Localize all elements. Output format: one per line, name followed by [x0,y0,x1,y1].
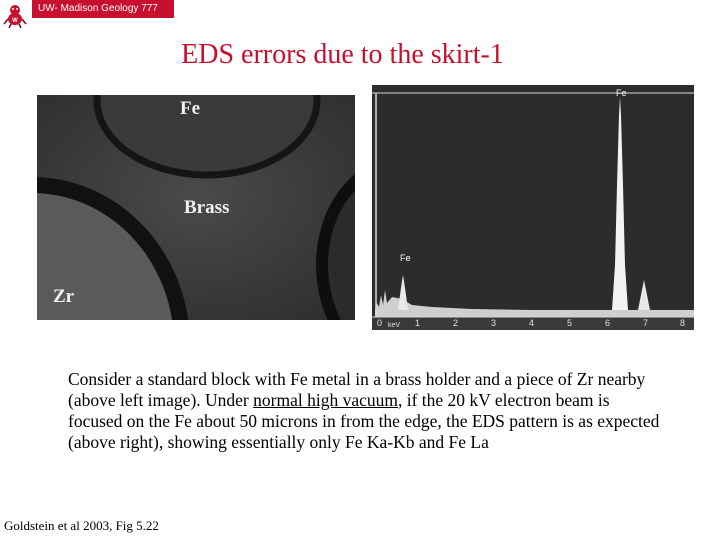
tick-label: 4 [529,318,535,328]
unit-label: keV [388,322,401,329]
body-text-part1: Consider a standard block with Fe metal in a brass holder and a piece of Zr nearby (above left image). Under [68,369,646,410]
tick-label: 2 [453,318,459,328]
header-bar: UW- Madison Geology 777 [32,0,174,18]
tick-label: 1 [415,318,421,328]
tick-label: 7 [643,318,649,328]
body-paragraph [68,369,668,453]
tick-label: 8 [680,318,686,328]
svg-text:W: W [12,18,18,24]
zr-label: Zr [53,286,75,307]
sem-image [37,95,355,320]
fe-label: Fe [180,98,201,119]
brass-label: Brass [184,197,230,218]
eds-spectrum [372,85,694,330]
badger-logo-icon [2,2,28,28]
tick-label: 3 [491,318,497,328]
citation: Goldstein et al 2003, Fig 5.22 [4,518,159,533]
tick-label: 0 [377,318,383,328]
body-text-part2: , if the 20 kV electron beam is focused on the Fe about 50 microns in from the edge, the EDS pattern is as expected (above right), showing essentially only Fe Ka-Kb and Fe La [68,390,660,452]
slide-title: EDS errors due to the skirt-1 [181,39,504,70]
fe-la-peak-label: Fe [400,253,411,263]
tick-label: 6 [605,318,611,328]
tick-label: 5 [567,318,573,328]
fe-ka-peak-label: Fe [616,88,627,98]
body-text-underlined: normal high vacuum [253,390,398,410]
